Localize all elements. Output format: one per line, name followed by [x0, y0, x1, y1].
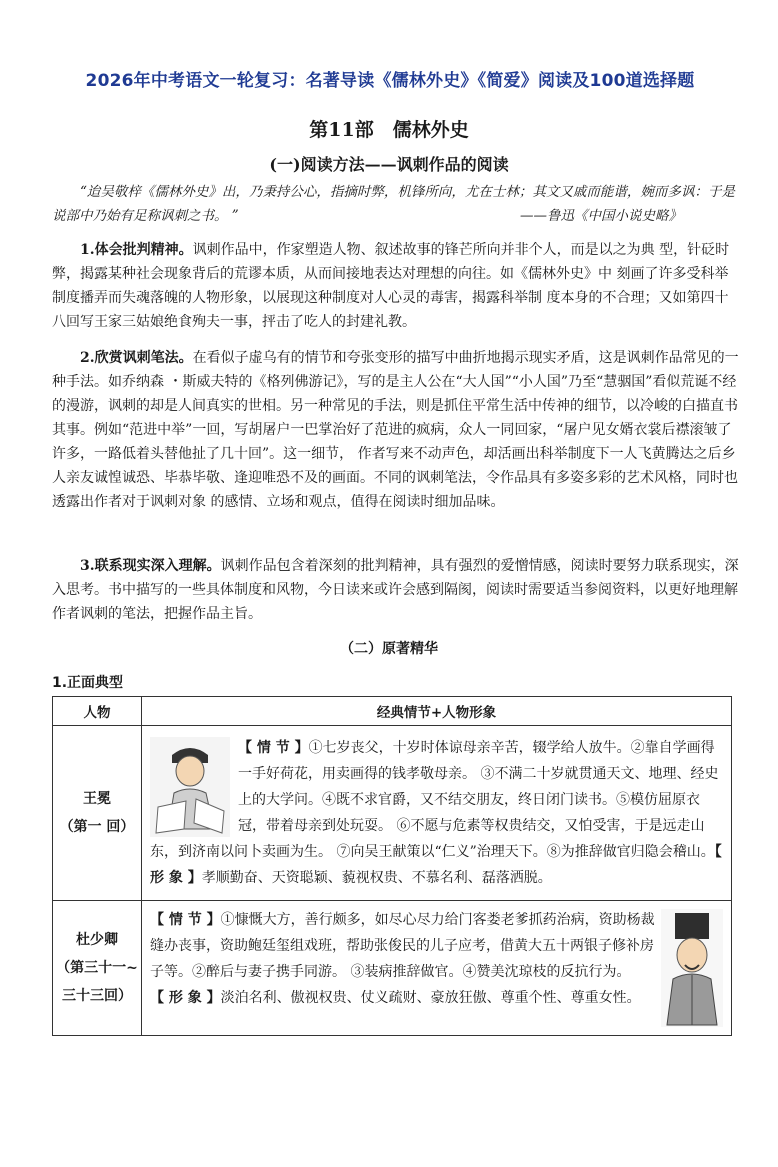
paragraph-2-text: 在看似子虚乌有的情节和夸张变形的描写中曲折地揭示现实矛盾，这是讽刺作品常见的一种手法。如乔纳森 ・斯威夫特的《格列佛游记》，写的是主人公在“大人国”“小人国”乃至“慧骃国”看似荒诞不经的漫游，讽刺的却是人间真实的世相。另一种常见的手法，则是抓住平常生活中传神的细节，以冷峻的白描直书其事。例如“范进中举”一回，写胡屠户一巴掌治好了范进的疯病，众人一同回家，“屠户见女婿衣裳后襟滚皱了许多，一路低着头替他扯了几十回”。这一细节， 作者写来不动声色，却活画出科举制度下一人飞黄腾达之后乡人亲友诚惶诚恐、毕恭毕敬、逢迎唯恐不及的画面。不同的讽刺笔法，令作品具有多姿多彩的艺术风格，同时也透露出作者对于讽刺对象 的感情、立场和观点，值得在阅读时细加品味。	[52, 350, 739, 510]
paragraph-3-text: 讽刺作品包含着深刻的批判精神，具有强烈的爱憎情感，阅读时要努力联系现实，深入思考。书中描写的一些具体制度和风物，今日读来或许会感到隔阂，阅读时需要适当参阅资料，以更好地理解作者讽刺的笔法，把握作品主旨。	[52, 558, 739, 622]
section2-title: （二）原著精华	[340, 641, 438, 657]
table-row	[53, 726, 732, 901]
paragraph-1-text: 讽刺作品中，作家塑造人物、叙述故事的锋芒所向并非个人，而是以之为典 型，针砭时弊，揭露某种社会现象背后的荒谬本质，从而间接地表达对理想的向往。如《儒林外史》中 刻画了许多受科举制度播弄而失魂落魄的人物形象，以展现这种制度对人心灵的毒害，揭露科举制 度本身的不合理；又如第四十八回写王家三姑娘绝食殉夫一事，抨击了吃人的封建礼教。	[52, 242, 730, 330]
quote-source: ——鲁迅《中国小说史略》	[520, 208, 682, 224]
table-header-cell: 人物	[53, 697, 142, 726]
table-row	[53, 901, 732, 1036]
character-chapter: （第三十一~三十三回）	[56, 960, 138, 1004]
image-tag: 【 形 象 】	[150, 990, 221, 1006]
character-content-cell	[142, 901, 732, 1036]
character-name: 王冕	[83, 791, 111, 807]
paragraph-3	[52, 554, 742, 626]
character-name: 杜少卿	[76, 932, 118, 948]
plot-text: ①慷慨大方，善行颇多，如尽心尽力给门客娄老爹抓药治病，资助杨裁缝办丧事，资助鲍廷玺组戏班，帮助张俊民的儿子应考，借黄大五十两银子修补房子等。②醉后与妻子携手同游。 ③装病推辞做官。④赞美沈琼枝的反抗行为。	[150, 912, 655, 980]
table-header-cell: 经典情节+人物形象	[142, 697, 732, 726]
lu-xun-quote	[52, 180, 742, 228]
character-name-cell	[53, 726, 142, 901]
paragraph-1	[52, 238, 742, 334]
image-text: 淡泊名利、傲视权贵、仗义疏财、豪放狂傲、尊重个性、尊重女性。	[220, 990, 641, 1006]
quote-text: “迨吴敬梓《儒林外史》出，乃秉持公心，指摘时弊，机锋所向，尤在士林；其文又戚而能谐，婉而多讽：于是说部中乃始有足称讽刺之书。 ”	[52, 184, 735, 224]
image-text: 孝顺勤奋、天资聪颖、藐视权贵、不慕名利、磊落洒脱。	[201, 870, 552, 886]
plot-tag: 【 情 节 】	[150, 912, 221, 928]
character-content-cell	[142, 726, 732, 901]
paragraph-2	[52, 346, 742, 514]
paragraph-2-lead: 2.欣赏讽刺笔法。	[80, 350, 193, 366]
paragraph-1-lead: 1.体会批判精神。	[80, 242, 193, 258]
paragraph-3-lead: 3.联系现实深入理解。	[80, 558, 221, 574]
image-tag: 【 形 象 】	[150, 844, 722, 886]
wang-mian-portrait-image	[150, 737, 230, 837]
plot-text: ①七岁丧父，十岁时体谅母亲辛苦，辍学给人放牛。②靠自学画得一手好荷花，用卖画得的钱孝敬母亲。 ③不满二十岁就贯通天文、地理、经史上的大学问。④既不求官爵，又不结交朋友，终日闭门读书。⑤模仿屈原衣冠，带着母亲到处玩耍。 ⑥不愿与危素等权贵结交，又怕受害，于是远走山东，到济南以问卜卖画为生。 ⑦向吴王献策以“仁义”治理天下。⑧为推辞做官归隐会稽山。	[150, 740, 719, 860]
du-shaoqing-portrait-image	[661, 909, 723, 1027]
character-name-cell	[53, 901, 142, 1036]
plot-tag: 【 情 节 】	[238, 740, 309, 756]
subsection-label: 1.正面典型	[52, 675, 124, 691]
part-title: 第11部 儒林外史	[309, 119, 469, 141]
table-header-row	[53, 697, 732, 726]
document-title: 2026年中考语文一轮复习：名著导读《儒林外史》《简爱》阅读及100道选择题	[85, 71, 695, 91]
section1-title: (一)阅读方法——讽刺作品的阅读	[269, 155, 509, 174]
character-chapter: （第一 回）	[59, 819, 135, 835]
character-table	[52, 696, 732, 1036]
